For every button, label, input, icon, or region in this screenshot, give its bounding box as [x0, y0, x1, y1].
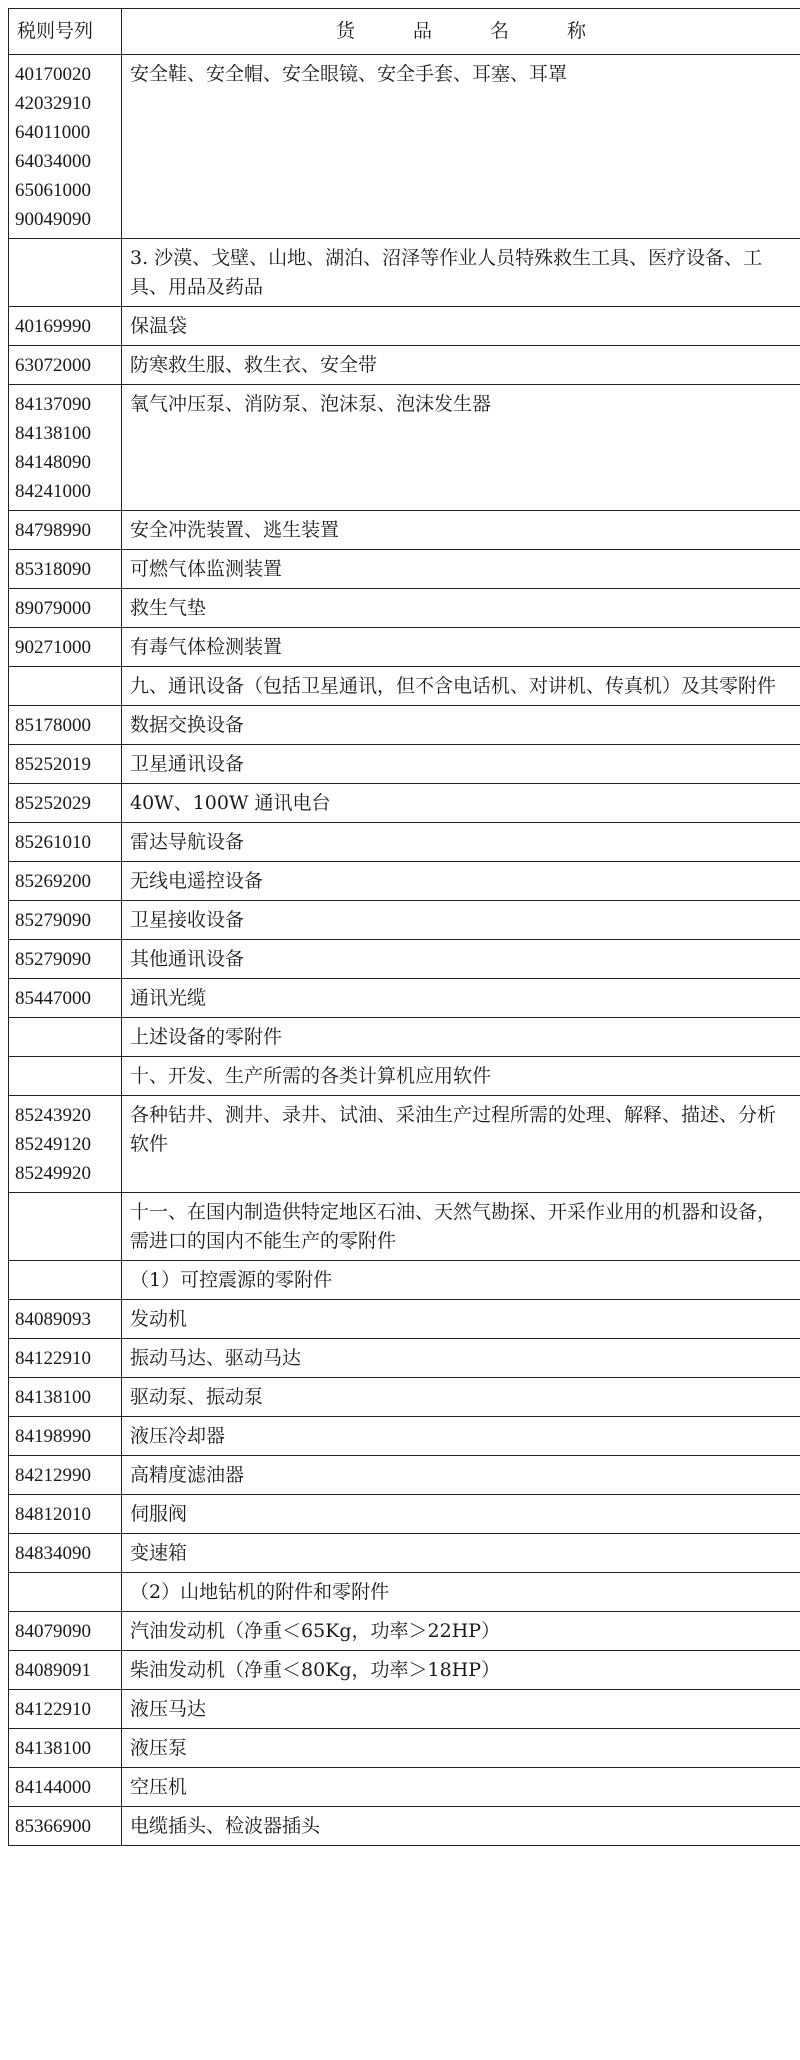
table-row — [9, 1057, 800, 1096]
tariff-table — [8, 8, 800, 1846]
tariff-code: 64034000 — [15, 151, 91, 172]
table-row — [9, 1573, 800, 1612]
goods-name-cell: 上述设备的零附件 — [122, 1018, 800, 1057]
table-row — [9, 1339, 800, 1378]
table-header-row — [9, 9, 800, 55]
table-row — [9, 55, 800, 239]
tariff-code-cell — [9, 1573, 122, 1612]
goods-name-cell: 安全鞋、安全帽、安全眼镜、安全手套、耳塞、耳罩 — [122, 55, 800, 239]
tariff-code: 90049090 — [15, 209, 91, 230]
tariff-code-cell — [9, 550, 122, 589]
tariff-code-cell — [9, 1456, 122, 1495]
table-row — [9, 1193, 800, 1261]
tariff-code-cell — [9, 1768, 122, 1807]
tariff-code: 85279090 — [15, 910, 91, 931]
table-row — [9, 346, 800, 385]
category-heading-cell: 九、通讯设备（包括卫星通讯，但不含电话机、对讲机、传真机）及其零附件 — [122, 667, 800, 706]
tariff-code-cell — [9, 706, 122, 745]
table-row — [9, 1495, 800, 1534]
tariff-code: 85178000 — [15, 715, 91, 736]
goods-name-cell: 各种钻井、测井、录井、试油、采油生产过程所需的处理、解释、描述、分析软件 — [122, 1096, 800, 1193]
tariff-code: 84089093 — [15, 1309, 91, 1330]
table-row — [9, 979, 800, 1018]
table-row — [9, 1690, 800, 1729]
table-row — [9, 1612, 800, 1651]
tariff-code: 85279090 — [15, 949, 91, 970]
tariff-code: 65061000 — [15, 180, 91, 201]
category-heading-cell: 3. 沙漠、戈壁、山地、湖泊、沼泽等作业人员特殊救生工具、医疗设备、工具、用品及药品 — [122, 239, 800, 307]
tariff-code-cell — [9, 1417, 122, 1456]
tariff-code: 84079090 — [15, 1621, 91, 1642]
tariff-code: 84212990 — [15, 1465, 91, 1486]
tariff-code-cell — [9, 1495, 122, 1534]
goods-name-cell: 有毒气体检测装置 — [122, 628, 800, 667]
tariff-code: 85447000 — [15, 988, 91, 1009]
tariff-code-cell — [9, 307, 122, 346]
goods-name-cell: 高精度滤油器 — [122, 1456, 800, 1495]
goods-name-cell: （2）山地钻机的附件和零附件 — [122, 1573, 800, 1612]
tariff-code: 84798990 — [15, 520, 91, 541]
tariff-code-cell — [9, 1612, 122, 1651]
tariff-code: 89079000 — [15, 598, 91, 619]
goods-name-cell: 驱动泵、振动泵 — [122, 1378, 800, 1417]
tariff-code: 40169990 — [15, 316, 91, 337]
tariff-code: 84834090 — [15, 1543, 91, 1564]
goods-name-cell: 发动机 — [122, 1300, 800, 1339]
goods-name-cell: 可燃气体监测装置 — [122, 550, 800, 589]
tariff-code-cell — [9, 385, 122, 511]
goods-name-cell: 卫星接收设备 — [122, 901, 800, 940]
table-row — [9, 1651, 800, 1690]
goods-name-cell: 汽油发动机（净重＜65Kg，功率＞22HP） — [122, 1612, 800, 1651]
table-row — [9, 1729, 800, 1768]
tariff-table-page — [8, 8, 800, 1846]
tariff-code: 63072000 — [15, 355, 91, 376]
table-row — [9, 1417, 800, 1456]
goods-name-cell: 振动马达、驱动马达 — [122, 1339, 800, 1378]
tariff-code: 84148090 — [15, 452, 91, 473]
tariff-code: 85261010 — [15, 832, 91, 853]
table-row — [9, 1300, 800, 1339]
tariff-code-cell — [9, 1339, 122, 1378]
goods-name-cell: 变速箱 — [122, 1534, 800, 1573]
tariff-code: 85366900 — [15, 1816, 91, 1837]
goods-name-cell: 液压冷却器 — [122, 1417, 800, 1456]
tariff-code: 84138100 — [15, 1387, 91, 1408]
tariff-code: 42032910 — [15, 93, 91, 114]
table-row — [9, 239, 800, 307]
table-row — [9, 745, 800, 784]
tariff-code: 85318090 — [15, 559, 91, 580]
tariff-code-cell — [9, 1018, 122, 1057]
tariff-code-cell — [9, 239, 122, 307]
table-row — [9, 1534, 800, 1573]
tariff-code-cell — [9, 1690, 122, 1729]
goods-name-cell: 救生气垫 — [122, 589, 800, 628]
tariff-code: 85249920 — [15, 1163, 91, 1184]
tariff-code: 84089091 — [15, 1660, 91, 1681]
tariff-code: 84138100 — [15, 423, 91, 444]
goods-name-cell: 空压机 — [122, 1768, 800, 1807]
table-row — [9, 511, 800, 550]
tariff-code-cell — [9, 346, 122, 385]
table-row — [9, 385, 800, 511]
goods-name-cell: 卫星通讯设备 — [122, 745, 800, 784]
tariff-code-cell — [9, 745, 122, 784]
table-row — [9, 628, 800, 667]
tariff-code-cell — [9, 1807, 122, 1846]
tariff-code-cell — [9, 1300, 122, 1339]
goods-name-cell: 通讯光缆 — [122, 979, 800, 1018]
tariff-code-cell — [9, 1096, 122, 1193]
goods-name-cell: 其他通讯设备 — [122, 940, 800, 979]
table-row — [9, 1768, 800, 1807]
tariff-code-cell — [9, 862, 122, 901]
table-row — [9, 901, 800, 940]
table-row — [9, 784, 800, 823]
tariff-code-cell — [9, 667, 122, 706]
table-row — [9, 1807, 800, 1846]
tariff-code-cell — [9, 1534, 122, 1573]
table-row — [9, 940, 800, 979]
tariff-code-cell — [9, 55, 122, 239]
tariff-code-cell — [9, 628, 122, 667]
tariff-code: 85243920 — [15, 1105, 91, 1126]
goods-name-cell: 防寒救生服、救生衣、安全带 — [122, 346, 800, 385]
table-row — [9, 823, 800, 862]
goods-name-cell: 无线电遥控设备 — [122, 862, 800, 901]
goods-name-cell: 伺服阀 — [122, 1495, 800, 1534]
tariff-code: 85252019 — [15, 754, 91, 775]
tariff-code-cell — [9, 1378, 122, 1417]
table-row — [9, 550, 800, 589]
tariff-code-column-header: 税则号列 — [9, 9, 122, 55]
category-heading-cell: 十一、在国内制造供特定地区石油、天然气勘探、开采作业用的机器和设备，需进口的国内不能生产的零附件 — [122, 1193, 800, 1261]
tariff-code-cell — [9, 1729, 122, 1768]
table-row — [9, 1261, 800, 1300]
tariff-code: 85252029 — [15, 793, 91, 814]
tariff-code: 40170020 — [15, 64, 91, 85]
tariff-code: 84137090 — [15, 394, 91, 415]
goods-name-cell: 雷达导航设备 — [122, 823, 800, 862]
goods-name-cell: 液压马达 — [122, 1690, 800, 1729]
tariff-code: 85249120 — [15, 1134, 91, 1155]
goods-name-cell: （1）可控震源的零附件 — [122, 1261, 800, 1300]
table-row — [9, 1378, 800, 1417]
table-row — [9, 862, 800, 901]
goods-name-cell: 40W、100W 通讯电台 — [122, 784, 800, 823]
goods-name-cell: 电缆插头、检波器插头 — [122, 1807, 800, 1846]
table-row — [9, 307, 800, 346]
tariff-code: 84144000 — [15, 1777, 91, 1798]
tariff-code: 90271000 — [15, 637, 91, 658]
tariff-code-cell — [9, 940, 122, 979]
table-row — [9, 706, 800, 745]
tariff-code-cell — [9, 823, 122, 862]
tariff-code-cell — [9, 589, 122, 628]
table-row — [9, 589, 800, 628]
tariff-code-cell — [9, 1193, 122, 1261]
tariff-code-cell — [9, 511, 122, 550]
tariff-code-cell — [9, 979, 122, 1018]
goods-name-cell: 数据交换设备 — [122, 706, 800, 745]
goods-name-cell: 保温袋 — [122, 307, 800, 346]
tariff-code: 64011000 — [15, 122, 91, 143]
table-row — [9, 1456, 800, 1495]
goods-name-column-header: 货品名称 — [122, 9, 800, 55]
tariff-code: 84138100 — [15, 1738, 91, 1759]
tariff-code-cell — [9, 1261, 122, 1300]
tariff-code: 84812010 — [15, 1504, 91, 1525]
tariff-code: 84122910 — [15, 1348, 91, 1369]
goods-name-cell: 十、开发、生产所需的各类计算机应用软件 — [122, 1057, 800, 1096]
goods-name-cell: 液压泵 — [122, 1729, 800, 1768]
goods-name-cell: 安全冲洗装置、逃生装置 — [122, 511, 800, 550]
table-row — [9, 1096, 800, 1193]
table-row — [9, 1018, 800, 1057]
tariff-code: 84198990 — [15, 1426, 91, 1447]
goods-name-cell: 氧气冲压泵、消防泵、泡沫泵、泡沫发生器 — [122, 385, 800, 511]
tariff-code-cell — [9, 1057, 122, 1096]
tariff-code: 85269200 — [15, 871, 91, 892]
tariff-code: 84241000 — [15, 481, 91, 502]
goods-name-cell: 柴油发动机（净重＜80Kg，功率＞18HP） — [122, 1651, 800, 1690]
table-row — [9, 667, 800, 706]
tariff-code: 84122910 — [15, 1699, 91, 1720]
tariff-code-cell — [9, 1651, 122, 1690]
table-body — [9, 55, 800, 1846]
tariff-code-cell — [9, 784, 122, 823]
tariff-code-cell — [9, 901, 122, 940]
